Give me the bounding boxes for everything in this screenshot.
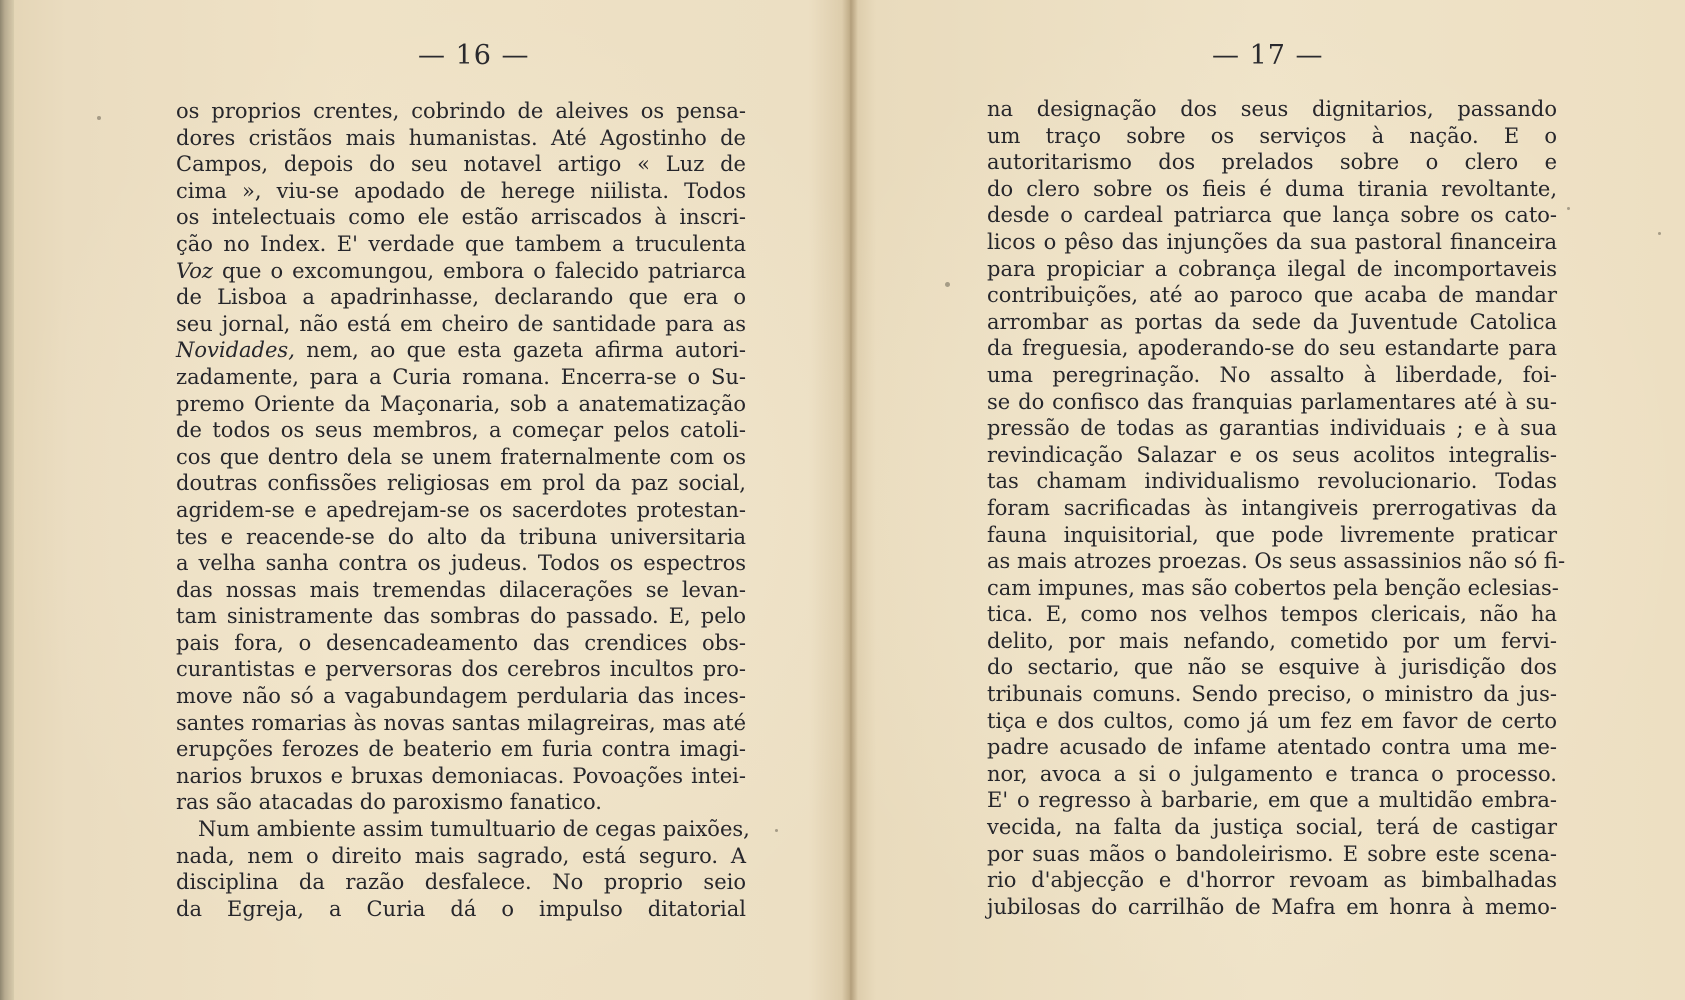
- text-line: move não só a vagabundagem perdularia das inces-: [176, 684, 746, 709]
- text-line: Campos, depois do seu notavel artigo « Luz de: [176, 152, 746, 177]
- text-line: contribuições, até ao paroco que acaba de mandar: [987, 283, 1557, 308]
- right-page-number: — 17 —: [1212, 40, 1324, 71]
- text-line: Num ambiente assim tumultuario de cegas paixões,: [198, 817, 750, 842]
- text-line: nor, avoca a si o julgamento e tranca o processo.: [987, 761, 1557, 786]
- text-line: cam impunes, mas são cobertos pela benção eclesias-: [987, 575, 1559, 600]
- text-line: cos que dentro dela se unem fraternalmente com os: [176, 444, 746, 469]
- text-line: nada, nem o direito mais sagrado, está seguro. A: [176, 843, 746, 868]
- text-line: rio d'abjecção e d'horror revoam as bimbalhadas: [987, 868, 1557, 893]
- text-line: cima », viu-se apodado de herege niilista. Todos: [176, 178, 746, 203]
- text-line: autoritarismo dos prelados sobre o clero e: [987, 150, 1557, 175]
- paper-speck: [1658, 232, 1661, 235]
- right-page: [852, 0, 1685, 1000]
- text-line: santes romarias às novas santas milagreiras, mas até: [176, 710, 746, 735]
- text-line: dores cristãos mais humanistas. Até Agostinho de: [176, 125, 746, 150]
- text-line: narios bruxos e bruxas demoniacas. Povoações intei-: [176, 763, 746, 788]
- left-page-text: [176, 98, 750, 922]
- text-line: seu jornal, não está em cheiro de santidade para as: [176, 311, 746, 336]
- text-line: pressão de todas as garantias individuais ; e à sua: [987, 416, 1557, 441]
- text-line: revindicação Salazar e os seus acolitos integralis-: [987, 442, 1557, 467]
- text-line: agridem-se e apedrejam-se os sacerdotes protestan-: [176, 497, 746, 522]
- text-line: do clero sobre os fieis é duma tirania revoltante,: [987, 176, 1557, 201]
- text-line: licos o pêso das injunções da sua pastoral financeira: [987, 229, 1557, 254]
- text-line: da freguesia, apoderando-se do seu estandarte para: [987, 336, 1557, 361]
- paper-speck: [97, 116, 101, 120]
- text-line: Voz que o excomungou, embora o falecido patriarca: [176, 258, 746, 283]
- text-line: ção no Index. E' verdade que tambem a truculenta: [176, 231, 746, 256]
- text-line: as mais atrozes proezas. Os seus assassinios não só fi-: [987, 549, 1566, 574]
- text-line: uma peregrinação. No assalto à liberdade, foi-: [987, 362, 1557, 387]
- text-line: zadamente, para a Curia romana. Encerra-se o Su-: [176, 364, 746, 389]
- text-line: de todos os seus membros, a começar pelos catoli-: [176, 418, 746, 443]
- text-line: ras são atacadas do paroxismo fanatico.: [176, 790, 602, 815]
- text-line: padre acusado de infame atentado contra uma me-: [987, 735, 1557, 760]
- paper-speck: [1567, 207, 1570, 210]
- text-line: por suas mãos o bandoleirismo. E sobre este scena-: [987, 841, 1557, 866]
- left-page-number: — 16 —: [418, 40, 530, 71]
- text-line: tes e reacende-se do alto da tribuna universitaria: [176, 524, 746, 549]
- text-line: fauna inquisitorial, que pode livremente praticar: [987, 522, 1557, 547]
- text-line: os intelectuais como ele estão arriscados à inscri-: [176, 205, 746, 230]
- text-line: delito, por mais nefando, cometido por um fervi-: [987, 628, 1557, 653]
- text-line: tiça e dos cultos, como já um fez em favor de certo: [987, 708, 1557, 733]
- text-line: da Egreja, a Curia dá o impulso ditatorial: [176, 896, 746, 921]
- text-line: para propiciar a cobrança ilegal de incomportaveis: [987, 256, 1557, 281]
- text-line: E' o regresso à barbarie, em que a multidão embra-: [987, 788, 1557, 813]
- text-line: disciplina da razão desfalece. No proprio seio: [176, 870, 746, 895]
- text-line: do sectario, que não se esquive à jurisdição dos: [987, 655, 1557, 680]
- text-line: tica. E, como nos velhos tempos clericais, não ha: [987, 602, 1557, 627]
- text-line: vecida, na falta da justiça social, terá de castigar: [987, 815, 1557, 840]
- paper-speck: [775, 829, 778, 832]
- text-line: premo Oriente da Maçonaria, sob a anatematização: [176, 391, 746, 416]
- text-line: tam sinistramente das sombras do passado. E, pelo: [176, 604, 746, 629]
- text-line: curantistas e perversoras dos cerebros incultos pro-: [176, 657, 746, 682]
- text-line: jubilosas do carrilhão de Mafra em honra à memo-: [987, 894, 1557, 919]
- italic-title: Novidades,: [176, 338, 295, 363]
- text-line: desde o cardeal patriarca que lança sobre os cato-: [987, 203, 1557, 228]
- text-line: pais fora, o desencadeamento das crendices obs-: [176, 630, 746, 655]
- text-line: na designação dos seus dignitarios, passando: [987, 97, 1557, 121]
- text-line: erupções ferozes de beaterio em furia contra imagi-: [176, 737, 746, 762]
- italic-title: Voz: [176, 258, 213, 283]
- text-line: das nossas mais tremendas dilacerações se levan-: [176, 577, 746, 602]
- text-line: doutras confissões religiosas em prol da paz social,: [176, 471, 746, 496]
- text-line: de Lisboa a apadrinhasse, declarando que era o: [176, 285, 746, 310]
- text-line: tribunais comuns. Sendo preciso, o ministro da jus-: [987, 682, 1557, 707]
- text-line: os proprios crentes, cobrindo de aleives os pensa-: [176, 99, 746, 123]
- text-line: se do confisco das franquias parlamentares até à su-: [987, 389, 1557, 414]
- text-line: Novidades, nem, ao que esta gazeta afirma autori-: [176, 338, 746, 363]
- paper-speck: [945, 282, 950, 287]
- text-line: a velha sanha contra os judeus. Todos os espectros: [176, 551, 746, 576]
- text-line: um traço sobre os serviços à nação. E o: [987, 123, 1557, 148]
- text-line: arrombar as portas da sede da Juventude Catolica: [987, 309, 1557, 334]
- text-line: foram sacrificadas às intangiveis prerrogativas da: [987, 495, 1557, 520]
- right-page-text: [987, 96, 1566, 920]
- text-line: tas chamam individualismo revolucionario. Todas: [987, 469, 1557, 494]
